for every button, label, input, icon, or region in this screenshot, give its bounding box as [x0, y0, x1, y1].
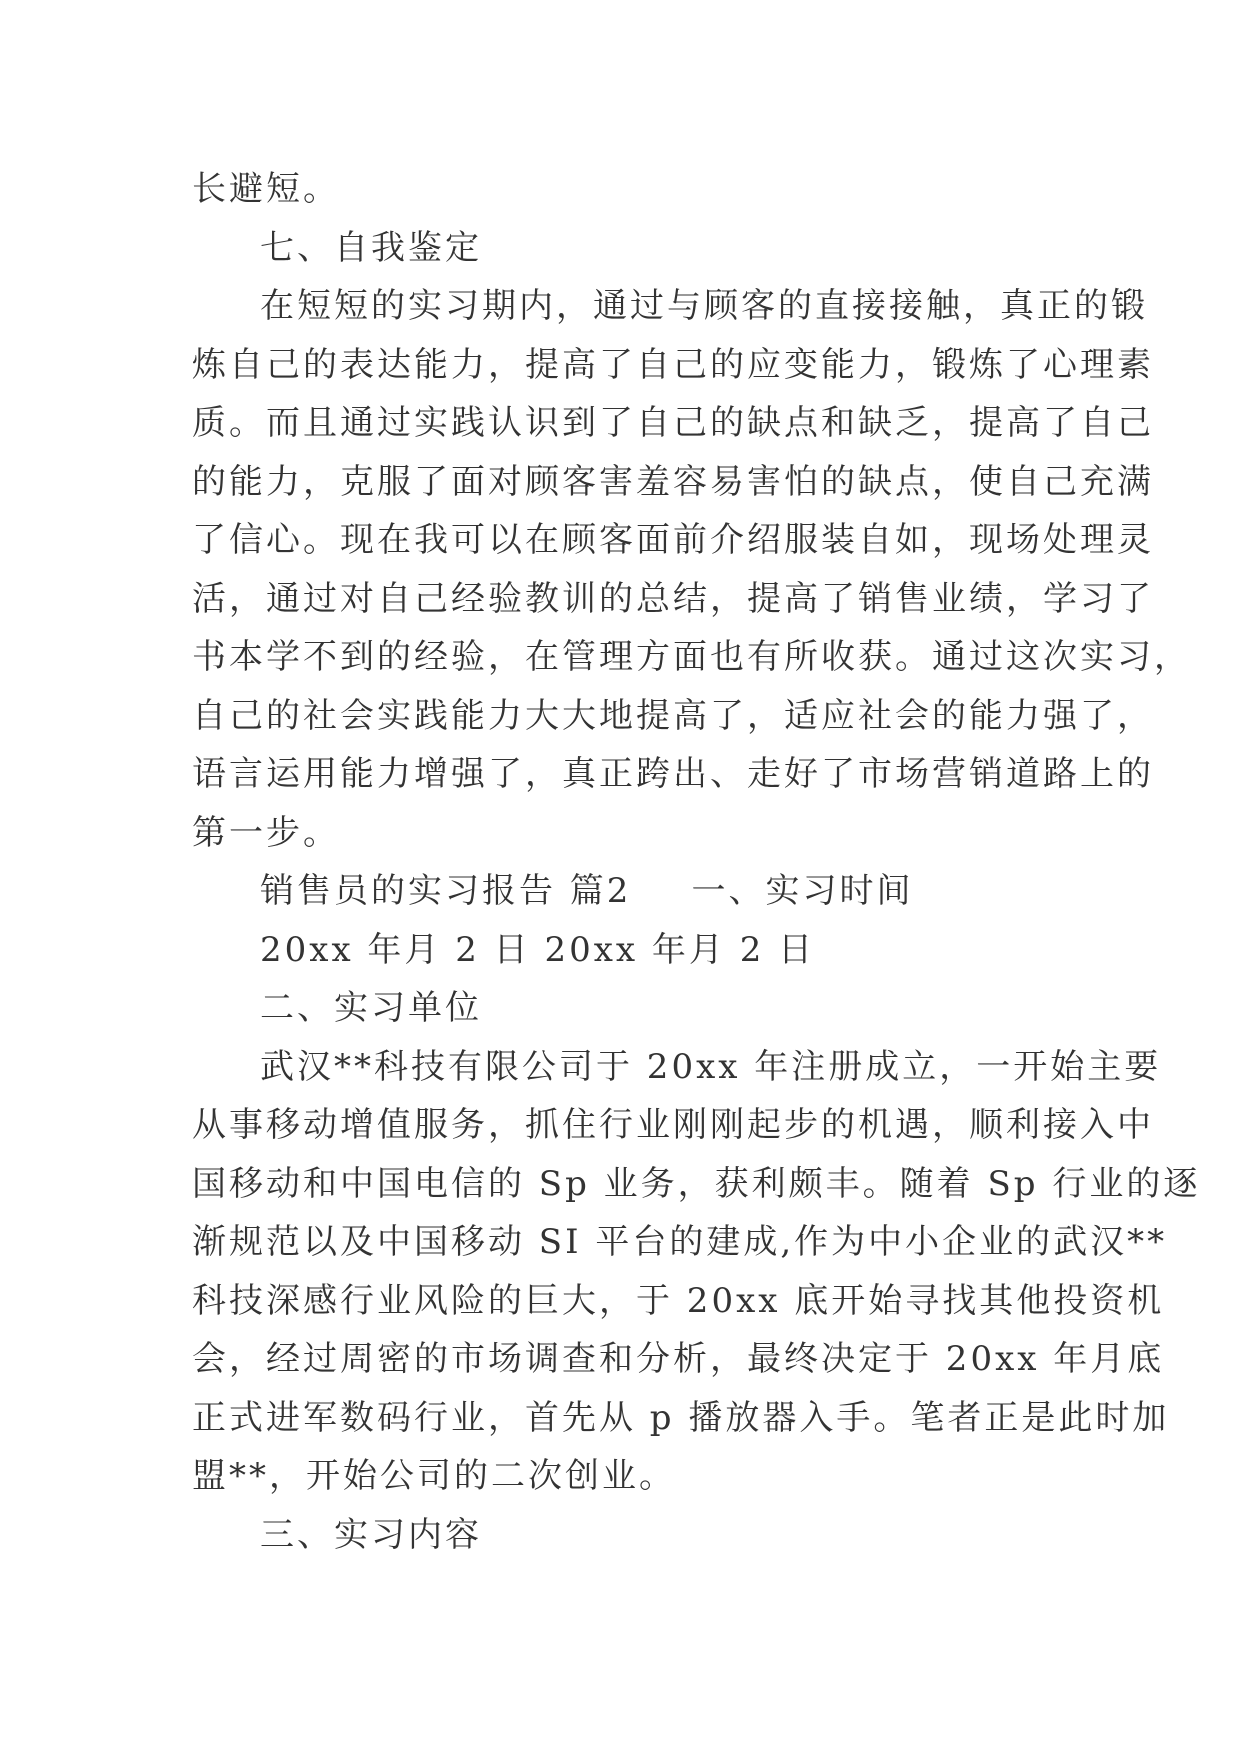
paragraph-line: 质。而且通过实践认识到了自己的缺点和缺乏，提高了自己 [192, 403, 1154, 443]
report-heading-line [192, 862, 1097, 921]
paragraph-line: 盟**，开始公司的二次创业。 [192, 1456, 676, 1496]
section-heading-internship-time: 一、实习时间 [691, 871, 914, 911]
document-body [192, 160, 1201, 1564]
paragraph-line: 会，经过周密的市场调查和分析，最终决定于 20xx 年月底 [192, 1339, 1165, 1379]
paragraph-line: 正式进军数码行业，首先从 p 播放器入手。笔者正是此时加 [192, 1397, 1170, 1438]
paragraph-line: 在短短的实习期内，通过与顾客的直接接触，真正的锻 [260, 286, 1148, 326]
section-heading-self-evaluation: 七、自我鉴定 [260, 227, 482, 268]
section-heading-internship-content: 三、实习内容 [260, 1514, 482, 1555]
paragraph-line: 从事移动增值服务，抓住行业刚刚起步的机遇，顺利接入中 [192, 1105, 1154, 1145]
paragraph-line: 书本学不到的经验，在管理方面也有所收获。通过这次实习， [192, 637, 1191, 677]
paragraph-line: 的能力，克服了面对顾客害羞容易害怕的缺点，使自己充满 [192, 461, 1154, 502]
paragraph-line: 了信心。现在我可以在顾客面前介绍服装自如，现场处理灵 [192, 520, 1154, 560]
section-heading-internship-unit: 二、实习单位 [260, 988, 482, 1028]
paragraph-line: 国移动和中国电信的 Sp 业务，获利颇丰。随着 Sp 行业的逐 [192, 1163, 1201, 1204]
paragraph-line: 武汉**科技有限公司于 20xx 年注册成立，一开始主要 [260, 1046, 1162, 1087]
paragraph-line: 长避短。 [192, 169, 340, 209]
paragraph-line: 科技深感行业风险的巨大，于 20xx 底开始寻找其他投资机 [192, 1280, 1165, 1321]
internship-date-range: 20xx 年月 2 日 20xx 年月 2 日 [260, 929, 816, 970]
paragraph-line: 活，通过对自己经验教训的总结，提高了销售业绩，学习了 [192, 578, 1154, 619]
report-title: 销售员的实习报告 篇2 [260, 871, 632, 911]
paragraph-line: 语言运用能力增强了，真正跨出、走好了市场营销道路上的 [192, 754, 1154, 794]
paragraph-line: 自己的社会实践能力大大地提高了，适应社会的能力强了， [192, 695, 1154, 736]
paragraph-line: 炼自己的表达能力，提高了自己的应变能力，锻炼了心理素 [192, 344, 1154, 385]
paragraph-line: 渐规范以及中国移动 SI 平台的建成,作为中小企业的武汉** [192, 1222, 1168, 1262]
paragraph-line: 第一步。 [192, 812, 340, 853]
